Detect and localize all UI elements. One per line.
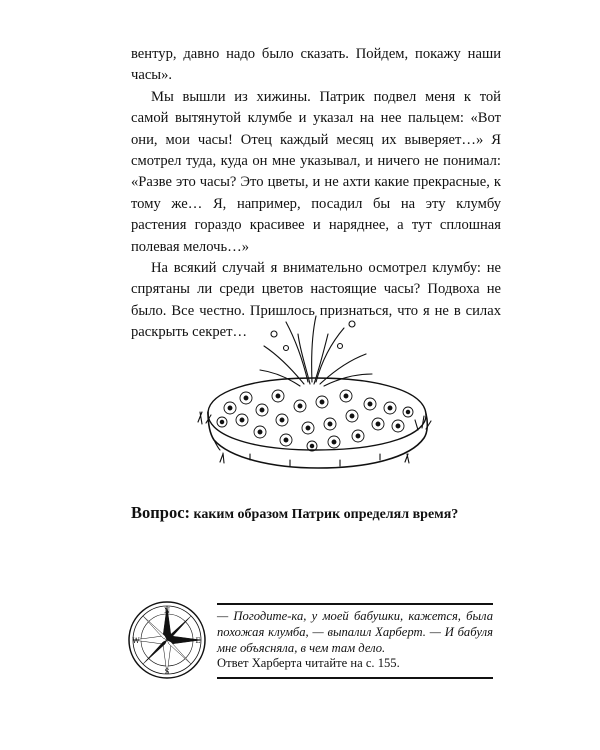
hint-box: [217, 603, 493, 679]
paragraph-2: Мы вышли из хижины. Патрик подвел меня к той самой вытянутой клумбе и указал на нее пальцем: «Вот они, мои часы! Отец каждый месяц их выверяет…» Я смотрел туда, куда он мне указывал, и ничего не понимал: «Разве это часы? Это цветы, и не ахти какие прекрасные, к тому же… Я, например, посадил бы на эту клумбу растения гораздо красивее и наряднее, а тут сплошная полевая мелочь…»: [131, 88, 501, 255]
compass-letter-w: W: [132, 637, 140, 645]
paragraph-1: вентур, давно надо было сказать. Пойдем, покажу наши часы».: [131, 46, 501, 84]
compass-letter-s: S: [164, 668, 170, 676]
hint-reference: Ответ Харберта читайте на с. 155.: [217, 656, 400, 671]
compass-letter-n: N: [163, 607, 171, 615]
story-text: [131, 44, 501, 344]
question: [131, 503, 511, 523]
compass-rose-icon: [127, 600, 207, 680]
hint-text: — Погодите-ка, у моей бабушки, кажется, была похожая клумба, — выпалил Харберт. — И бабуля мне объясняла, в чем там дело.: [217, 609, 493, 655]
paragraph-3: На всякий случай я внимательно осмотрел клумбу: не спрятаны ли среди цветов настоящие часы? Подвоха не было. Все честно. Пришлось признаться, что я не в силах раскрыть секрет…: [131, 260, 501, 341]
question-label: Вопрос:: [131, 503, 191, 522]
flowerbed-illustration: [190, 312, 440, 484]
question-text: каким образом Патрик определял время?: [190, 507, 459, 522]
compass-letter-e: E: [195, 637, 201, 645]
